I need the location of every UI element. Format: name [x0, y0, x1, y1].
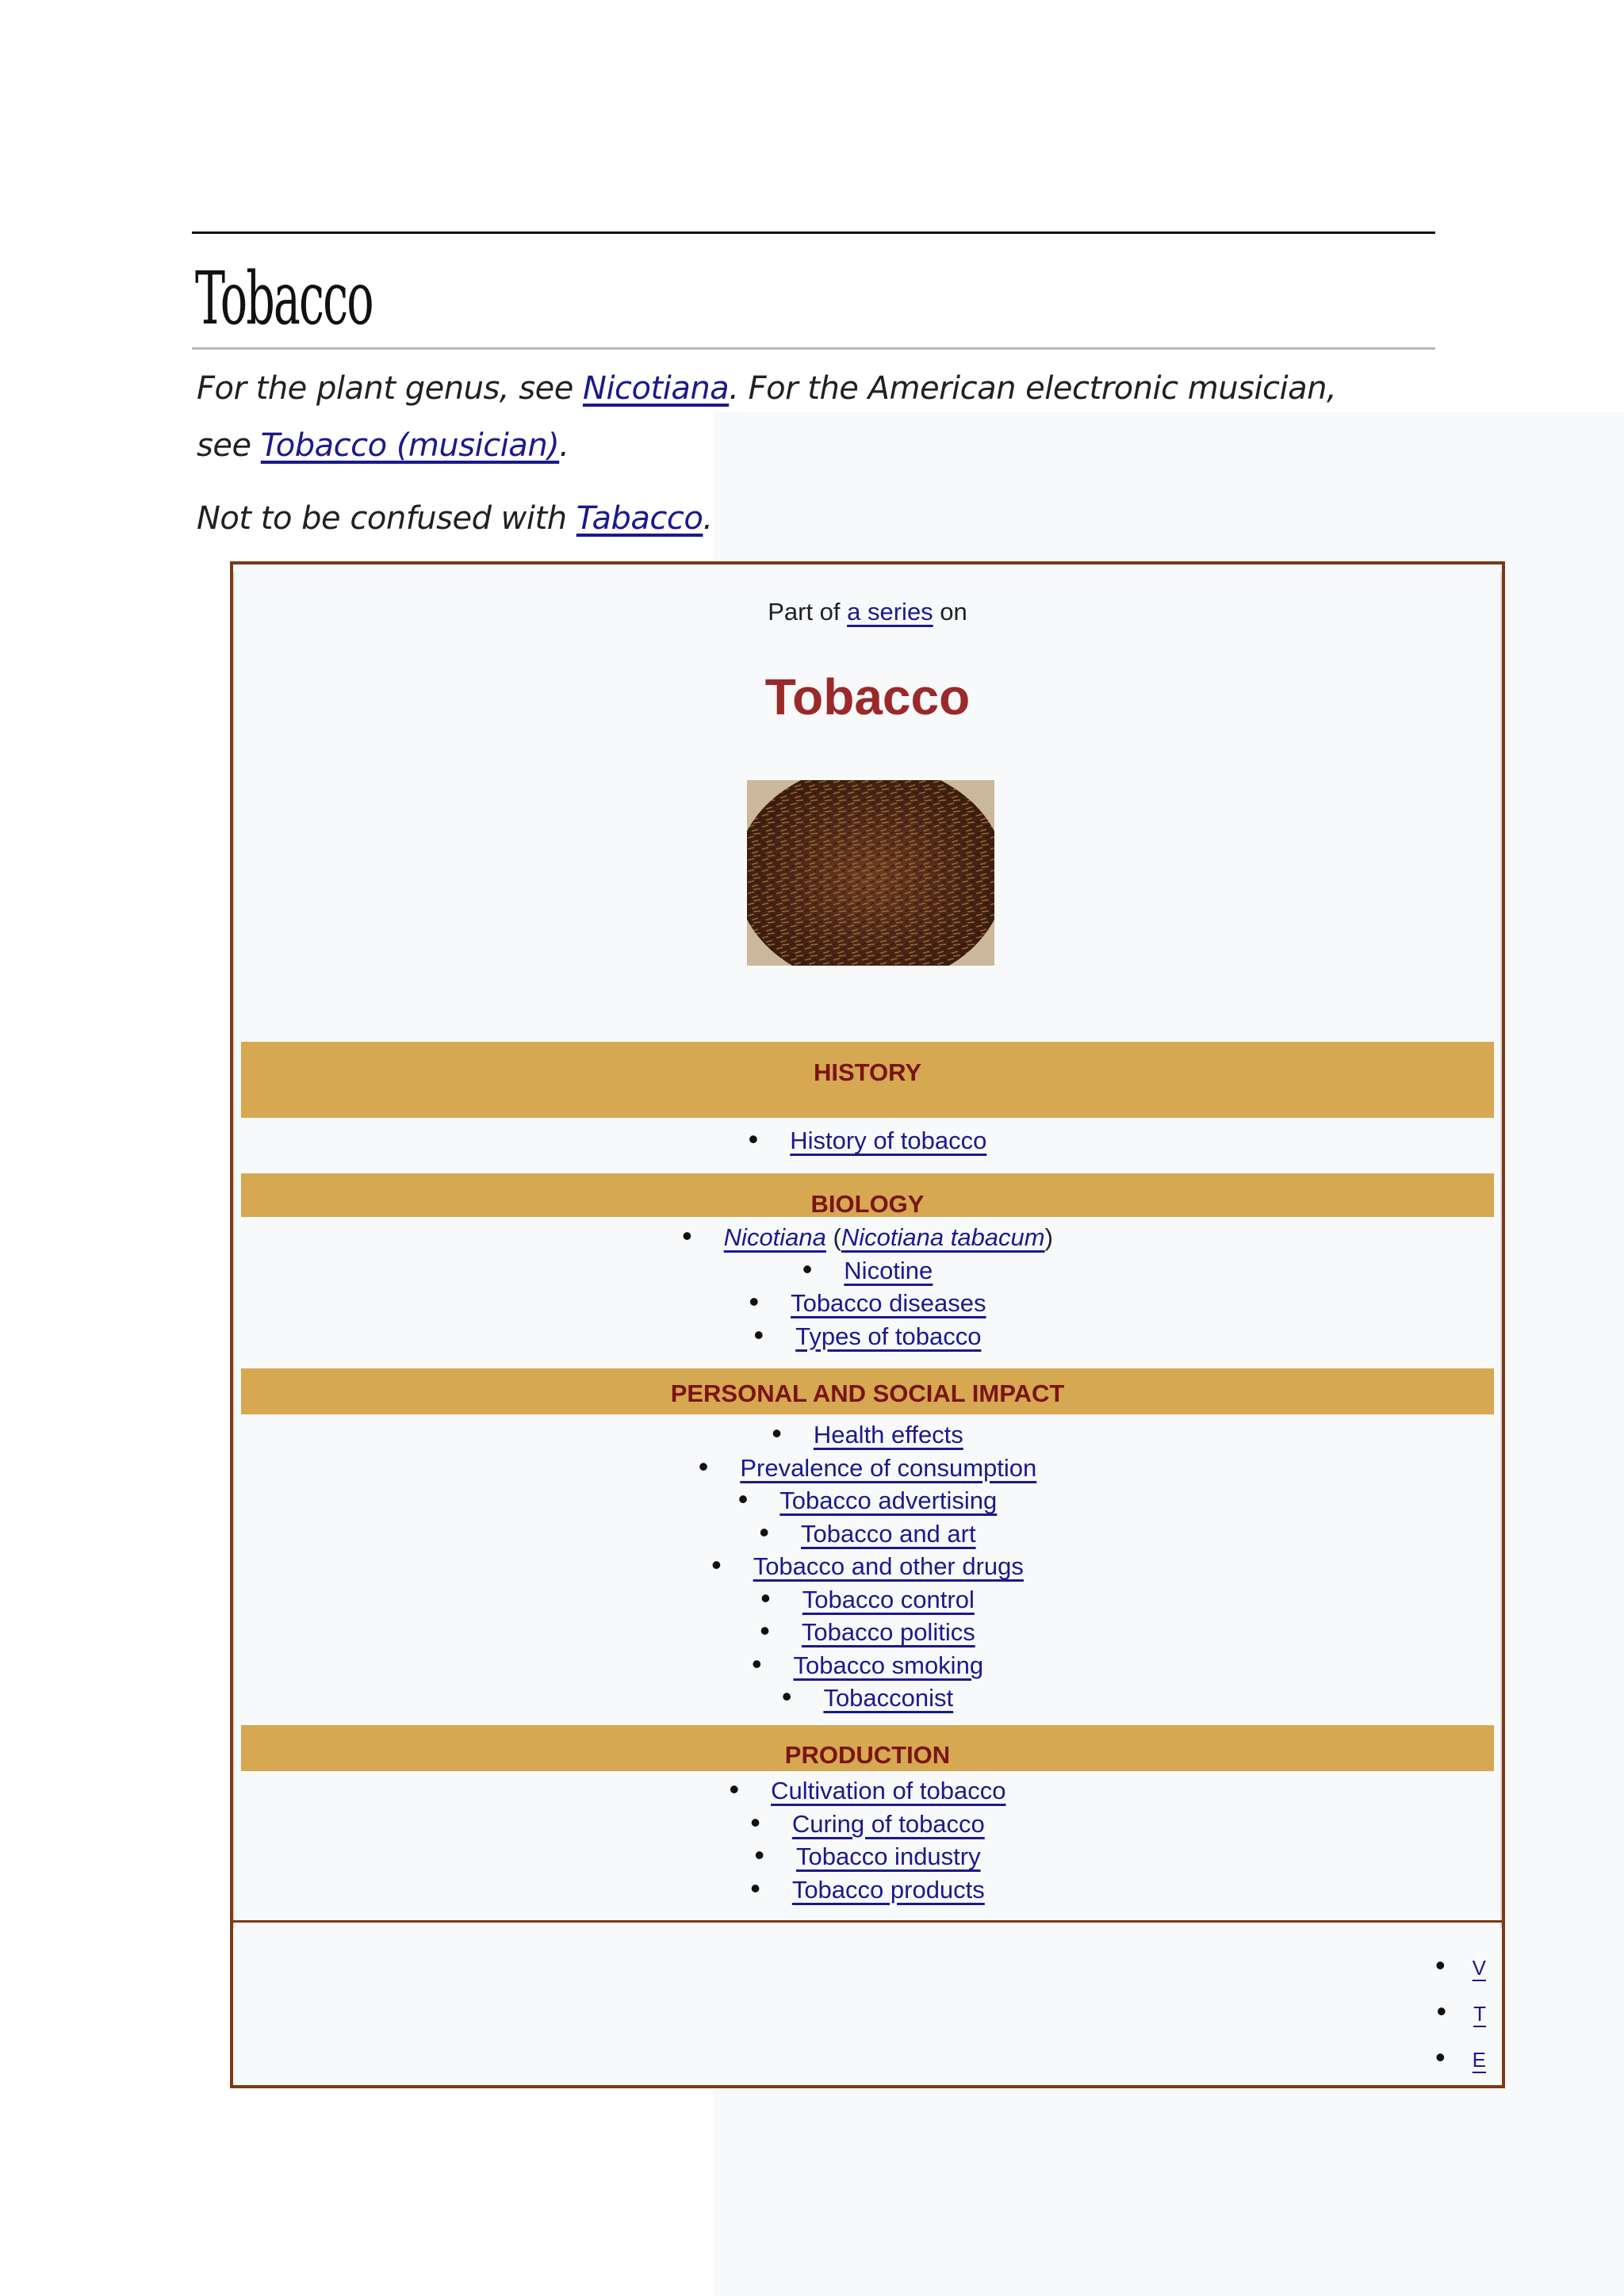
nicotiana-tabacum-link[interactable]: Nicotiana tabacum: [841, 1223, 1045, 1251]
tobacco-politics-link[interactable]: Tobacco politics: [801, 1618, 975, 1646]
history-of-tobacco-link[interactable]: History of tobacco: [790, 1127, 987, 1154]
list-item: [233, 1647, 1502, 1681]
tobacco-advertising-link[interactable]: Tobacco advertising: [779, 1487, 998, 1514]
list-item: [233, 1253, 1502, 1286]
prevalence-of-consumption-link[interactable]: Prevalence of consumption: [740, 1453, 1037, 1482]
personal-social-impact-list: [233, 1417, 1502, 1713]
edit-template-link[interactable]: E: [1472, 2048, 1486, 2072]
hatnote-confusion: [197, 490, 713, 547]
hatnote-text: Not to be confused with: [197, 500, 576, 537]
list-item: [233, 1123, 1502, 1156]
list-item: [233, 1417, 1502, 1450]
list-item: [233, 1516, 1502, 1549]
list-item: [233, 1285, 1502, 1318]
loose-tobacco-image-graphic: [747, 780, 994, 966]
section-header-biology: BIOLOGY: [241, 1173, 1494, 1217]
hatnote-text: .: [559, 427, 569, 464]
biology-list: [233, 1219, 1502, 1351]
list-item: [233, 1806, 1502, 1839]
list-item: [233, 1548, 1502, 1582]
hatnote-text: .: [703, 500, 713, 537]
section-header-personal-social-impact: PERSONAL AND SOCIAL IMPACT: [241, 1368, 1494, 1414]
hatnote-text: . For the American electronic musician,: [729, 370, 1337, 407]
series-prefix: Part of: [768, 598, 848, 626]
top-divider: [192, 232, 1435, 234]
production-list: [233, 1773, 1502, 1904]
list-item: [233, 1483, 1502, 1516]
nicotiana-link[interactable]: Nicotiana: [583, 370, 730, 407]
list-item: [233, 1680, 1502, 1713]
tobacco-and-art-link[interactable]: Tobacco and art: [801, 1519, 976, 1548]
hatnote-disambiguation: [197, 360, 1336, 474]
tobacco-control-link[interactable]: Tobacco control: [802, 1585, 975, 1613]
infobox-title: Tobacco: [764, 668, 971, 725]
talk-template-link[interactable]: T: [1473, 2002, 1486, 2026]
list-item: [1435, 1988, 1486, 2034]
page-title: Tobacco: [195, 256, 373, 341]
list-item: [233, 1318, 1502, 1352]
section-header-production: PRODUCTION: [241, 1725, 1494, 1771]
tobacco-industry-link[interactable]: Tobacco industry: [795, 1843, 981, 1870]
list-item: [233, 1614, 1502, 1647]
tobacco-diseases-link[interactable]: Tobacco diseases: [791, 1289, 986, 1317]
list-item: [233, 1450, 1502, 1483]
tobacco-smoking-link[interactable]: Tobacco smoking: [793, 1651, 984, 1679]
tobacco-and-other-drugs-link[interactable]: Tobacco and other drugs: [753, 1552, 1024, 1580]
tobacco-musician-link[interactable]: Tobacco (musician): [260, 427, 560, 464]
series-line: [233, 598, 1502, 626]
health-effects-link[interactable]: Health effects: [813, 1421, 963, 1448]
infobox: [230, 561, 1505, 2088]
list-item: [233, 1872, 1502, 1905]
hatnote-text: see: [197, 427, 261, 464]
list-item: [1435, 2034, 1486, 2080]
tobacco-products-link[interactable]: Tobacco products: [791, 1875, 985, 1904]
nicotiana-item-link[interactable]: Nicotiana: [723, 1223, 826, 1251]
tobacconist-link[interactable]: Tobacconist: [823, 1684, 954, 1712]
list-item: [233, 1582, 1502, 1615]
loose-tobacco-image[interactable]: [747, 780, 994, 966]
list-item: [233, 1773, 1502, 1806]
list-item: [233, 1839, 1502, 1872]
nicotine-link[interactable]: Nicotine: [844, 1256, 933, 1284]
list-item: [1435, 1942, 1486, 1988]
types-of-tobacco-link[interactable]: Types of tobacco: [795, 1322, 982, 1350]
title-divider: [192, 347, 1435, 350]
cultivation-of-tobacco-link[interactable]: Cultivation of tobacco: [771, 1777, 1006, 1804]
tabacco-link[interactable]: Tabacco: [576, 500, 703, 537]
series-suffix: on: [933, 598, 967, 626]
hatnote-text: For the plant genus, see: [197, 370, 584, 407]
list-item: • Nicotiana (Nicotiana tabacum): [233, 1219, 1502, 1253]
navbar-vte: [1435, 1942, 1486, 2080]
history-list: [233, 1123, 1502, 1156]
infobox-footer-separator: [233, 1920, 1502, 1923]
series-link[interactable]: a series: [847, 598, 933, 626]
curing-of-tobacco-link[interactable]: Curing of tobacco: [791, 1809, 985, 1838]
view-template-link[interactable]: V: [1472, 1956, 1486, 1980]
section-header-history: HISTORY: [241, 1042, 1494, 1118]
